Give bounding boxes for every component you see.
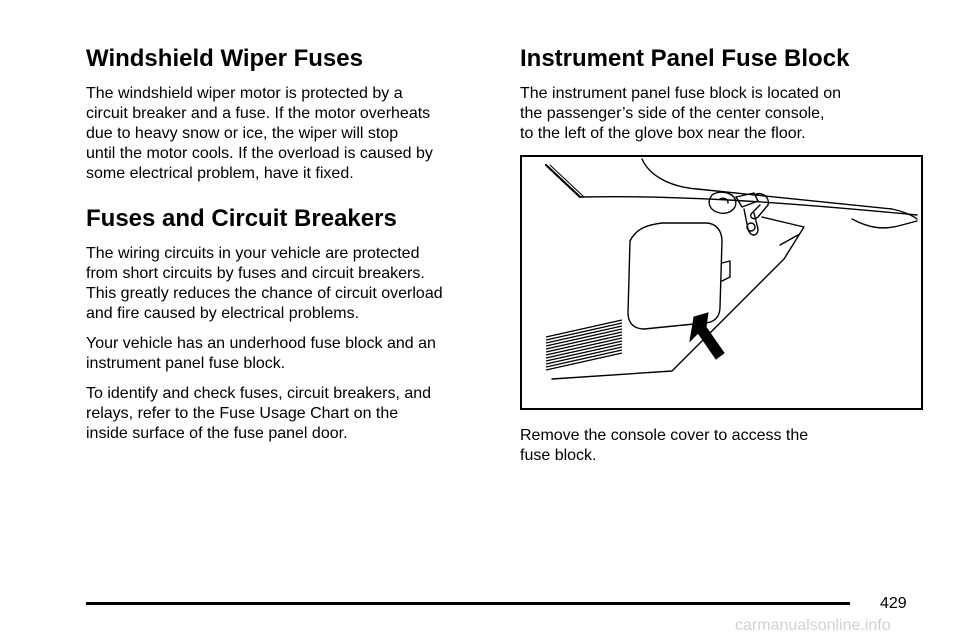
left-column	[86, 44, 496, 444]
text-line: inside surface of the fuse panel door.	[86, 425, 348, 442]
text-line: The wiring circuits in your vehicle are protected	[86, 245, 420, 262]
text-line: circuit breaker and a fuse. If the motor overheats	[86, 105, 431, 122]
text-line: some electrical problem, have it fixed.	[86, 165, 354, 182]
paragraph-wiper-fuses	[86, 84, 496, 184]
footer-rule	[86, 602, 850, 605]
text-line: Remove the console cover to access the	[520, 427, 809, 444]
text-line: the passenger’s side of the center console,	[520, 105, 825, 122]
text-line: instrument panel fuse block.	[86, 355, 286, 372]
text-line: The instrument panel fuse block is located on	[520, 85, 842, 102]
text-line: relays, refer to the Fuse Usage Chart on the	[86, 405, 399, 422]
page-number: 429	[880, 595, 907, 612]
text-line: from short circuits by fuses and circuit breakers.	[86, 265, 425, 282]
paragraph-fuse-blocks	[86, 334, 496, 374]
heading-fuses-and-circuit-breakers: Fuses and Circuit Breakers	[86, 205, 397, 232]
text-line: The windshield wiper motor is protected by a	[86, 85, 403, 102]
watermark-text: carmanualsonline.info	[735, 617, 891, 634]
text-line: This greatly reduces the chance of circuit overload	[86, 285, 443, 302]
paragraph-fuse-block-location	[520, 84, 930, 144]
illustration-caption	[520, 426, 930, 466]
text-line: and fire caused by electrical problems.	[86, 305, 360, 322]
paragraph-fuse-usage-chart	[86, 384, 496, 444]
fuse-block-illustration	[520, 155, 923, 410]
heading-instrument-panel-fuse-block: Instrument Panel Fuse Block	[520, 45, 850, 72]
text-line: due to heavy snow or ice, the wiper will stop	[86, 125, 399, 142]
text-line: fuse block.	[520, 447, 597, 464]
paragraph-remove-console-cover	[520, 426, 930, 466]
heading-windshield-wiper-fuses: Windshield Wiper Fuses	[86, 45, 363, 72]
console-line-drawing	[522, 157, 921, 408]
right-column	[520, 44, 930, 144]
text-line: Your vehicle has an underhood fuse block and an	[86, 335, 436, 352]
text-line: To identify and check fuses, circuit breakers, and	[86, 385, 432, 402]
paragraph-circuit-protection	[86, 244, 496, 324]
text-line: to the left of the glove box near the floor.	[520, 125, 806, 142]
text-line: until the motor cools. If the overload is caused by	[86, 145, 433, 162]
